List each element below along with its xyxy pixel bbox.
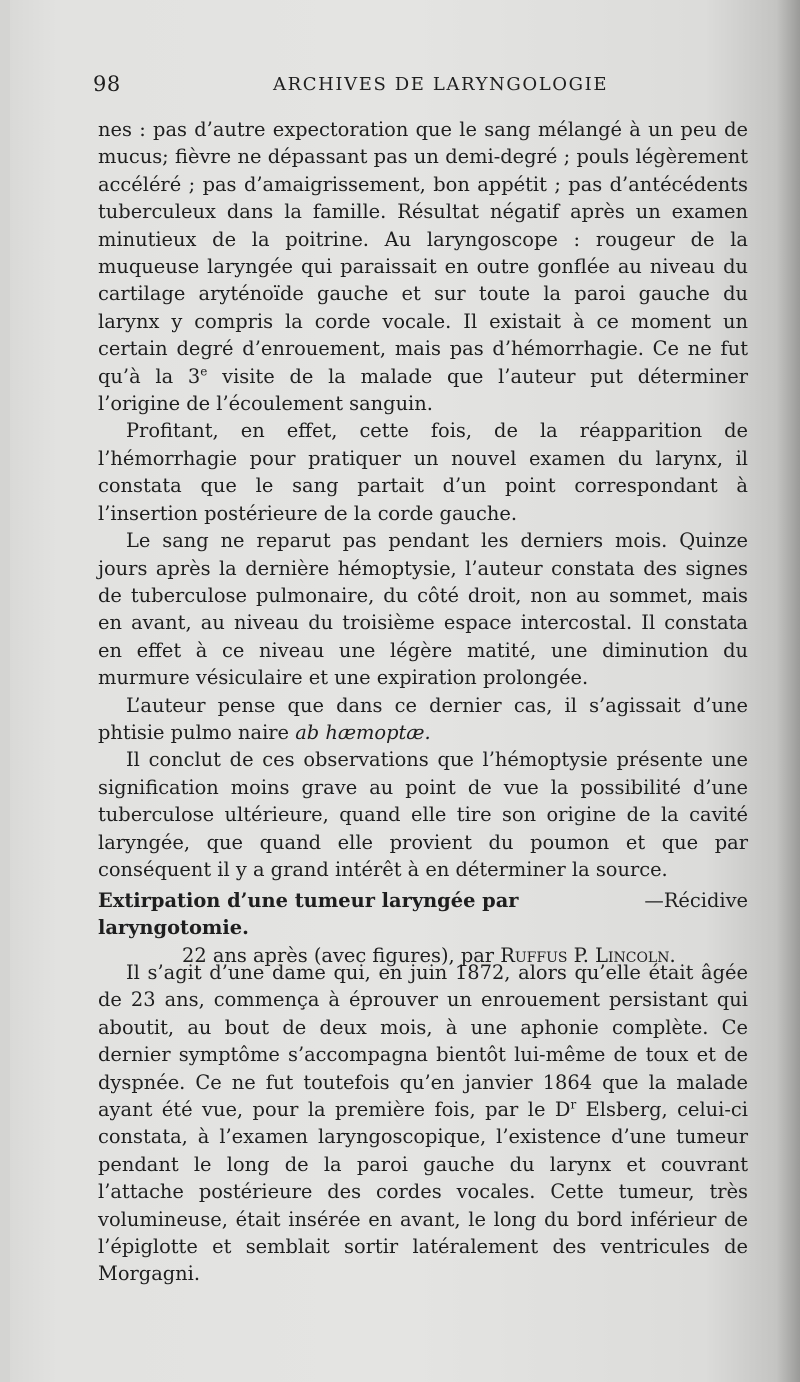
article-heading	[98, 887, 748, 969]
ordinal-superscript: e	[200, 364, 208, 379]
paragraph: Profitant, en effet, cette fois, de la réapparition de l’hémorrhagie pour pratiquer un nouvel examen du larynx, il constata que le sang partait d’un point correspondant à l’insertion postérieure de la corde gauche.	[98, 419, 748, 525]
body-text-bottom	[98, 959, 748, 1288]
doctor-superscript: r	[570, 1097, 577, 1112]
visit-ordinal: 3	[187, 364, 201, 388]
relapse-label: Récidive	[663, 889, 748, 912]
page-number: 98	[93, 72, 121, 96]
paragraph-text: L’auteur pense que dans ce dernier cas, il s’agissait d’une phtisie pulmo naire	[98, 693, 748, 744]
title-dash: —	[644, 889, 664, 912]
body-text-top	[98, 116, 748, 883]
paragraph-text: Il s’agit d’une dame qui, en juin 1872, alors qu’elle était âgée de 23 ans, commença à éprouver un enrouement persistant qui aboutit, au bout de deux mois, à une aphonie complète. Ce dernier symptôme s’accompagna bientôt lui-même de toux et de dyspnée. Ce ne fut toutefois qu’en janvier 1864 que la malade ayant été vue, pour la première fois, par le D	[98, 961, 748, 1122]
running-head: ARCHIVES DE LARYNGOLOGIE	[273, 74, 609, 95]
paragraph	[98, 692, 748, 747]
article-title: Extirpation d’une tumeur laryngée par laryngotomie.	[98, 889, 519, 940]
paragraph-text-end: Elsberg, celui-ci constata, à l’examen laryngoscopique, l’existence d’une tumeur pendant le long de la paroi gauche du larynx et couvrant l’attache postérieure des cordes vocales. Cette tumeur, très volumineuse, était insérée en avant, le long du bord inférieur de l’épiglotte et semblait sortir latéralement des ventricules de Morgagni.	[98, 1098, 748, 1286]
article-author: Ruffus P. Lincoln.	[500, 943, 676, 967]
page-header	[93, 72, 753, 102]
book-page	[10, 0, 800, 1382]
paragraph	[98, 959, 748, 1288]
paragraph: Le sang ne reparut pas pendant les derniers mois. Quinze jours après la dernière hémoptysie, l’auteur constata des signes de tuberculose pulmonaire, du côté droit, non au sommet, mais en avant, au niveau du troisième espace intercostal. Il constata en effet à ce niveau une légère matité, une diminution du murmure vésiculaire et une expiration prolongée.	[98, 529, 748, 690]
paragraph-text: nes : pas d’autre expectoration que le sang mélangé à un peu de mucus; fièvre ne dépassant pas un demi-degré ; pouls légèrement accéléré ; pas d’amaigrissement, bon appétit ; pas d’antécédents tuberculeux dans la famille. Résultat négatif après un examen minutieux de la poitrine. Au laryngoscope : rougeur de la muqueuse laryngée qui paraissait en outre gonflée au niveau du cartilage aryténoïde gauche et sur toute la paroi gauche du larynx y compris la corde vocale. Il existait à ce moment un certain degré d’enrouement, mais pas d’hémorrhagie. Ce ne fut qu’à la	[98, 118, 748, 388]
paragraph-text-end: visite de la malade que l’auteur put déterminer l’origine de l’écoulement sanguin.	[98, 364, 748, 416]
latin-phrase: ab hæmoptæ.	[295, 720, 431, 744]
paragraph: Il conclut de ces observations que l’hémoptysie présente une signification moins grave au point de vue la possibilité d’une tuberculose ultérieure, quand elle tire son origine de la cavité laryngée, que quand elle provient du poumon et que par conséquent il y a grand intérêt à en déterminer la source.	[98, 748, 748, 881]
article-subtitle: 22 ans après (avec figures), par	[182, 943, 501, 967]
paragraph-continued	[98, 116, 748, 417]
